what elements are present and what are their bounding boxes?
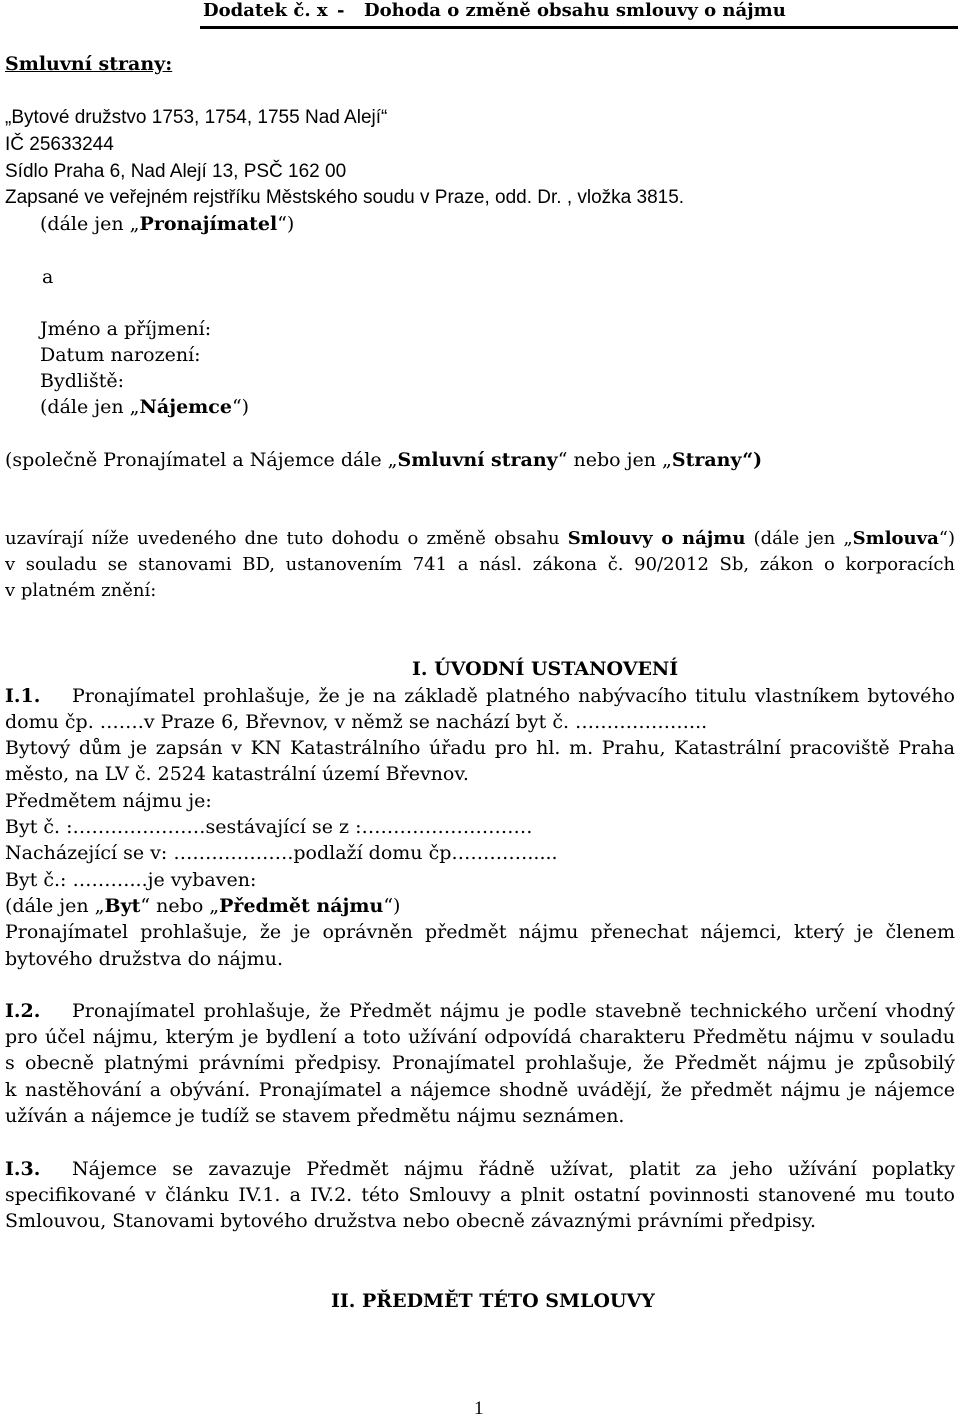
- intro-line-2: v souladu se stanovami BD, ustanovením 741 a násl. zákona č. 90/2012 Sb, zákon o korporacích: [5, 554, 955, 575]
- parties-heading: Smluvní strany:: [5, 53, 173, 75]
- clause-1-3-line-1: Nájemce se zavazuje Předmět nájmu řádně užívat, platit za jeho užívání poplatky: [72, 1158, 955, 1180]
- clause-1-1-line-1: Pronajímatel prohlašuje, že je na základě platného nabývacího titulu vlastníkem bytového: [72, 685, 955, 707]
- landlord-name: „Bytové družstvo 1753, 1754, 1755 Nad Alejí“: [5, 107, 388, 128]
- clause-1-2-line-5: užíván a nájemce je tudíž se stavem předmětu nájmu seznámen.: [5, 1105, 625, 1127]
- clause-1-1-line-10: Pronajímatel prohlašuje, že je oprávněn předmět nájmu přenechat nájemci, který je členem: [5, 921, 955, 943]
- tenant-role: (dále jen „Nájemce“): [40, 396, 250, 418]
- clause-1-1-line-3: Bytový dům je zapsán v KN Katastrálního úřadu pro hl. m. Prahu, Katastrální pracoviště Praha: [5, 737, 955, 759]
- intro-line-1: uzavírají níže uvedeného dne tuto dohodu o změně obsahu Smlouvy o nájmu (dále jen „Smlouva“): [5, 528, 955, 549]
- clause-1-2-line-1: Pronajímatel prohlašuje, že Předmět nájmu je podle stavebně technického určení vhodný: [72, 1000, 955, 1022]
- clause-1-1-line-11: bytového družstva do nájmu.: [5, 948, 284, 970]
- landlord-seat: Sídlo Praha 6, Nad Alejí 13, PSČ 162 00: [5, 161, 347, 182]
- clause-1-2-line-3: s obecně platnými právními předpisy. Pronajímatel prohlašuje, že Předmět nájmu je způsobilý: [5, 1052, 955, 1074]
- clause-1-1-line-5: Předmětem nájmu je:: [5, 790, 212, 812]
- clause-1-1-line-7: Nacházející se v: ……………….podlaží domu čp………….....: [5, 842, 558, 864]
- section-1-title: I. ÚVODNÍ USTANOVENÍ: [412, 658, 679, 680]
- clause-1-3-line-3: Smlouvou, Stanovami bytového družstva nebo obecně závaznými právními předpisy.: [5, 1210, 817, 1232]
- header-title-left: Dodatek č. x: [203, 0, 328, 21]
- tenant-birth-label: Datum narození:: [40, 344, 201, 366]
- clause-1-1-line-6: Byt č. :…………………sestávající se z :………………………: [5, 816, 533, 838]
- section-2-title: II. PŘEDMĚT TÉTO SMLOUVY: [331, 1290, 655, 1312]
- clause-1-2-number: I.2.: [5, 1000, 41, 1022]
- tenant-residence-label: Bydliště:: [40, 370, 125, 392]
- clause-1-3-number: I.3.: [5, 1158, 41, 1180]
- header-dash: -: [337, 0, 345, 21]
- parties-together: (společně Pronajímatel a Nájemce dále „Smluvní strany“ nebo jen „Strany“): [5, 449, 763, 471]
- intro-line-3: v platném znění:: [5, 580, 157, 601]
- page-number: 1: [474, 1398, 484, 1419]
- landlord-ic: IČ 25633244: [5, 134, 114, 155]
- tenant-name-label: Jméno a příjmení:: [40, 318, 212, 340]
- landlord-role: (dále jen „Pronajímatel“): [40, 213, 295, 235]
- clause-1-1-line-4: město, na LV č. 2524 katastrální území Břevnov.: [5, 763, 469, 785]
- landlord-registry: Zapsané ve veřejném rejstříku Městského soudu v Praze, odd. Dr. , vložka 3815.: [5, 187, 685, 208]
- clause-1-1-line-2: domu čp. …….v Praze 6, Břevnov, v němž se nachází byt č. ………………...: [5, 711, 708, 733]
- clause-1-3-line-2: specifikované v článku IV.1. a IV.2. této Smlouvy a plnit ostatní povinnosti stanovené mu touto: [5, 1184, 955, 1206]
- conjunction: a: [42, 266, 54, 288]
- clause-1-1-line-8: Byt č.: ………...je vybaven:: [5, 869, 257, 891]
- header-rule: [200, 26, 958, 29]
- clause-1-1-number: I.1.: [5, 685, 41, 707]
- clause-1-2-line-4: k nastěhování a obývání. Pronajímatel a nájemce shodně uvádějí, že předmět nájmu je nájemce: [5, 1079, 955, 1101]
- clause-1-1-line-9: (dále jen „Byt“ nebo „Předmět nájmu“): [5, 895, 401, 917]
- header-title-right: Dohoda o změně obsahu smlouvy o nájmu: [364, 0, 786, 21]
- clause-1-2-line-2: pro účel nájmu, kterým je bydlení a toto užívání odpovídá charakteru Předmětu nájmu v souladu: [5, 1026, 955, 1048]
